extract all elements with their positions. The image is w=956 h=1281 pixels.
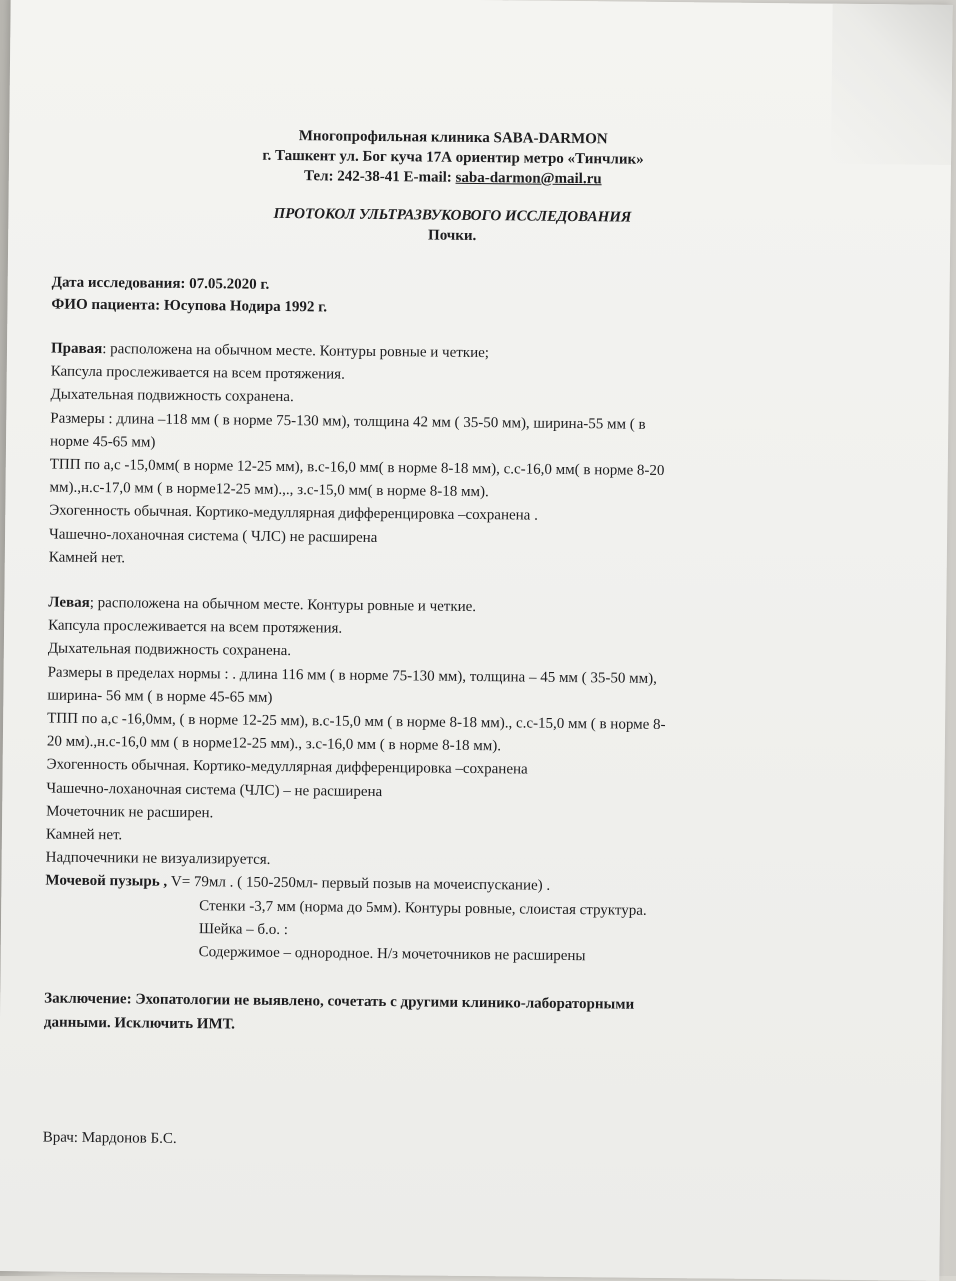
left-kidney-line: 20 мм).,н.с-16,0 мм ( в норме12-25 мм)., з.с-16,0 мм ( в норме 8-18 мм).	[46, 733, 502, 755]
exam-meta	[51, 272, 851, 324]
left-kidney-line: ТПП по а,с -16,0мм, ( в норме 12-25 мм), в.с-15,0 мм ( в норме 8-18 мм)., с.с-15,0 мм ( в норме 8-	[47, 710, 666, 734]
right-kidney-line: Эхогенность обычная. Кортико-медуллярная дифференцировка –сохранена .	[49, 502, 538, 525]
right-kidney-line: Правая: расположена на обычном месте. Контуры ровные и четкие;	[50, 340, 490, 362]
right-kidney-line: Размеры : длина –118 мм ( в норме 75-130 мм), толщина 42 мм ( 35-50 мм), ширина-55 мм ( в	[50, 410, 646, 433]
doctor-signature: Врач: Мардонов Б.С.	[42, 1129, 177, 1148]
left-kidney-line: Размеры в пределах нормы : . длина 116 мм ( в норме 75-130 мм), толщина – 45 мм ( 35-50 мм),	[47, 664, 658, 687]
left-kidney-line: ширина- 56 мм ( в норме 45-65 мм)	[47, 687, 273, 706]
report-body	[43, 124, 854, 1158]
patient-name: ФИО пациента: Юсупова Нодира 1992 г.	[51, 296, 328, 316]
right-kidney-label: Правая	[50, 340, 103, 358]
right-kidney-line: Капсула прослеживается на всем протяжения.	[50, 363, 345, 383]
phone-text: Тел: 242-38-41 E-mail:	[303, 168, 456, 186]
bladder-label: Мочевой пузырь ,	[45, 872, 168, 891]
conclusion-line: данными. Исключить ИМТ.	[43, 1014, 235, 1033]
clinic-name: Многопрофильная клиника SABA-DARMON	[298, 128, 608, 148]
bladder-line: Шейка – б.о. :	[198, 921, 289, 938]
right-kidney-line: норме 45-65 мм)	[49, 433, 156, 451]
report-subtitle: Почки.	[427, 227, 477, 244]
right-kidney-section	[49, 338, 851, 578]
left-kidney-line: Надпочечники не визуализируется.	[45, 849, 271, 869]
right-kidney-line: Дыхательная подвижность сохранена.	[50, 386, 294, 406]
left-kidney-line: Капсула прослеживается на всем протяжения.	[48, 617, 343, 637]
bladder-line: Стенки -3,7 мм (норма до 5мм). Контуры ровные, слоистая структура.	[199, 897, 647, 919]
left-kidney-label: Левая	[48, 594, 90, 611]
report-title: ПРОТОКОЛ УЛЬТРАЗВУКОВОГО ИССЛЕДОВАНИЯ	[273, 205, 632, 226]
left-kidney-line: Дыхательная подвижность сохранена.	[47, 640, 292, 660]
right-kidney-line: Чашечно-лоханочная система ( ЧЛС) не расширена	[48, 526, 378, 546]
right-kidney-line: мм).,н.с-17,0 мм ( в норме12-25 мм).,., з.с-15,0 мм( в норме 8-18 мм).	[49, 479, 489, 501]
right-kidney-line: Камней нет.	[48, 549, 126, 567]
email-link[interactable]: saba-darmon@mail.ru	[455, 169, 602, 188]
left-kidney-line: Мочеточник не расширен.	[46, 803, 214, 822]
left-kidney-line: Эхогенность обычная. Кортико-медуллярная дифференцировка –сохранена	[46, 756, 528, 779]
conclusion	[44, 987, 844, 1043]
exam-date: Дата исследования: 07.05.2020 г.	[51, 274, 270, 293]
bladder-line: Содержимое – однородное. Н/з мочеточников не расширены	[198, 944, 586, 965]
left-kidney-line: Камней нет.	[45, 826, 123, 844]
bladder-line: Мочевой пузырь , V= 79мл . ( 150-250мл- первый позыв на мочеиспускание) .	[45, 872, 551, 895]
left-kidney-line: Левая; расположена на обычном месте. Контуры ровные и четкие.	[48, 594, 477, 616]
left-kidney-section	[45, 592, 849, 972]
right-kidney-line: ТПП по а,с -15,0мм( в норме 12-25 мм), в.с-16,0 мм( в норме 8-18 мм), с.с-16,0 мм( в норме 8-20	[49, 456, 665, 479]
left-kidney-line: Чашечно-лоханочная система (ЧЛС) – не расширена	[46, 780, 383, 800]
clinic-address: г. Ташкент ул. Бог куча 17А ориентир метро «Тинчлик»	[262, 147, 644, 168]
conclusion-line: Заключение: Эхопатологии не выявлено, сочетать с другими клинико-лабораторными	[44, 990, 635, 1013]
